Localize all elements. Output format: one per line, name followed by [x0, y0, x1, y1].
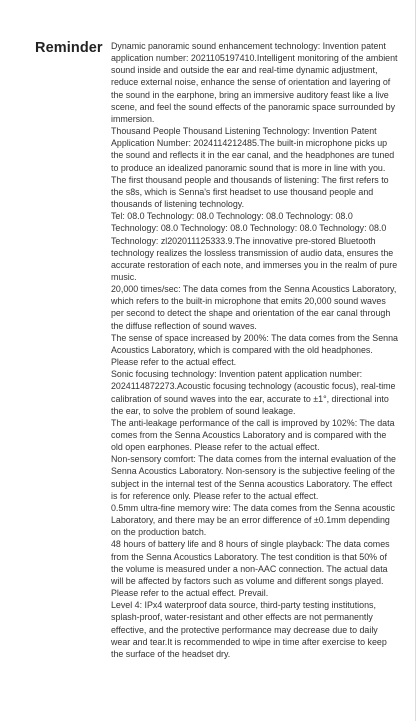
- note-thousand-listening: Thousand People Thousand Listening Technology: Invention Patent Application Number: 2024114212485.The built-in microphone picks up the sound and reflects it in the ear canal, and the headphones are tuned to produce an idealized panoramic sound that is more in line with you.: [111, 126, 395, 173]
- note-bluetooth-technology: Tel: 08.0 Technology: 08.0 Technology: 08.0 Technology: 08.0 Technology: 08.0 Technology: 08.0 Technology: 08.0 Technology: 08.0 Technology: zl202011125333.9.The innovative pre-stored Bluetooth technology realizes the lossless transmission of audio data, ensures the accurate restoration of each note, and immerses you in the realm of pure music.: [111, 211, 398, 282]
- note-non-sensory-comfort: Non-sensory comfort: The data comes from the internal evaluation of the Senna Acoustics Laboratory. Non-sensory is the subjective feeling of the subject in the internal test of the Senna acoustics Laboratory. The effect is for reference only. Please refer to the actual effect.: [111, 454, 396, 501]
- note-anti-leakage: The anti-leakage performance of the call is improved by 102%: The data comes from the Senna Acoustics Laboratory and is compared with the old open earphones. Please refer to the actual effect.: [111, 417, 395, 453]
- note-sound-waves-per-second: 20,000 times/sec: The data comes from the Senna Acoustics Laboratory, which refers to the built-in microphone that emits 20,000 sound waves per second to detect the shape and orientation of the ear canal through the diffuse reflection of sound waves.: [111, 284, 397, 331]
- note-first-headset: The first thousand people and thousands of listening: The first refers to the s8s, which is Senna's first headset to use thousand people and thousands of listening technology.: [111, 174, 389, 210]
- note-memory-wire: 0.5mm ultra-fine memory wire: The data comes from the Senna acoustic Laboratory, and there may be an error difference of ±0.1mm depending on the production batch.: [111, 502, 395, 538]
- note-battery-life: 48 hours of battery life and 8 hours of single playback: The data comes from the Senna Acoustics Laboratory. The test condition is that 50% of the volume is measured under a non-AAC connection. The actual data will be affected by factors such as volume and different songs played. Please refer to the actual effect. Prevail.: [111, 539, 390, 599]
- reminder-heading: Reminder: [35, 40, 103, 56]
- reminder-content: [111, 40, 399, 660]
- note-sense-of-space: The sense of space increased by 200%: The data comes from the Senna Acoustics Laboratory, which is compared with the old headphones. Please refer to the actual effect.: [111, 332, 398, 368]
- note-panoramic-sound: Dynamic panoramic sound enhancement technology: Invention patent application number: 2021105197410.Intelligent monitoring of the ambient sound inside and outside the ear and real-time dynamic adjustment, reduce external noise, enhance the sense of orientation and layering of the sound in the earphone, bring an immersive auditory feast like a live scene, and feel the sound effects of the panoramic space surrounded by immersion.: [111, 41, 398, 124]
- note-waterproof: Level 4: IPx4 waterproof data source, third-party testing institutions, splash-proof, water-resistant and other effects are not permanently effective, and the protective performance may decrease due to daily wear and tear.It is recommended to wipe in time after exercise to keep the surface of the headset dry.: [111, 600, 387, 659]
- note-sonic-focusing: Sonic focusing technology: Invention patent application number: 2024114872273.Acoustic focusing technology (acoustic focus), real-time calibration of sound waves into the ear, accurate to ±1°, directional into the ear, to solve the problem of sound leakage.: [111, 369, 396, 416]
